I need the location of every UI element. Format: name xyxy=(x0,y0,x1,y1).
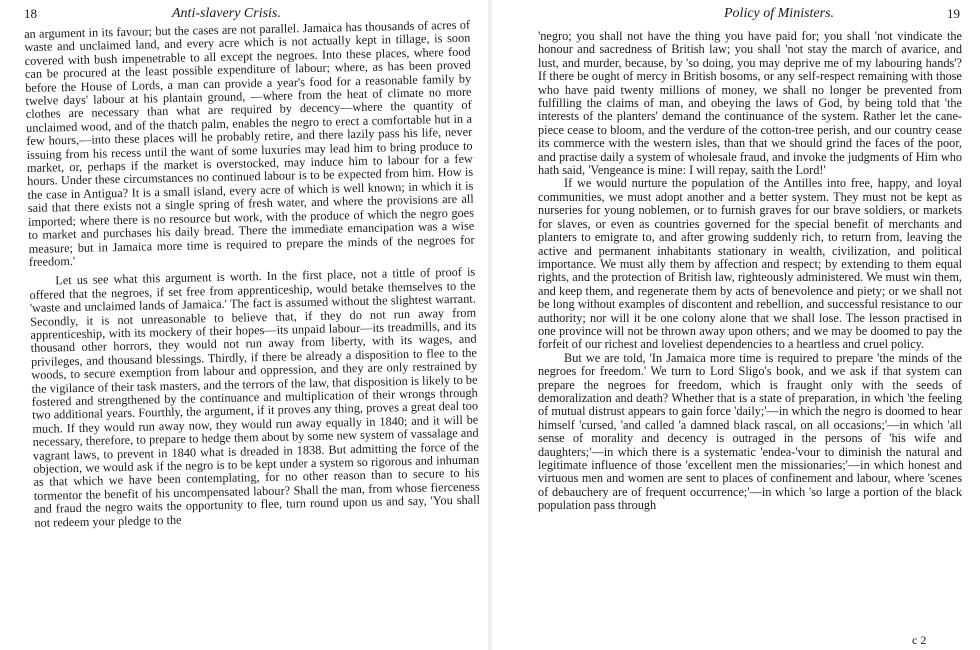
right-body-text xyxy=(538,30,962,513)
right-running-title: Policy of Ministers. xyxy=(724,6,835,21)
left-running-title: Anti-slavery Crisis. xyxy=(172,6,281,21)
right-running-head xyxy=(510,6,960,22)
signature-mark: c 2 xyxy=(912,633,927,647)
left-body-text xyxy=(24,19,480,530)
left-paragraph-2: Let us see what this argument is worth. In the first place, not a tittle of proof is offered that the negroes, if set free from apprenticeship, would betake themselves to the 'waste and unclaimed lands of Jamaica.' The fact is assumed without the slightest warrant. Secondly, it is not unreasonable to believe that, if they do not run away from apprenticeship, with its mockery of their hopes—its unpaid labour—its treadmills, and its thousand other horrors, they would not run away from liberty, with its wages, and privileges, and thousand blessings. Thirdly, if there be already a disposition to flee to the woods, to secure exemption from labour and oppression, and they are only restrained by the vigilance of their task masters, and the terrors of the law, that disposition is likely to be fostered and strengthened by the continuance and multiplication of their wrongs through two additional years. Fourthly, the argument, if it proves any thing, proves a great deal too much. If they would run away now, they would run away equally in 1840; and it will be necessary, therefore, to prepare to hedge them about by some new system of vassalage and vagrant laws, to prevent in 1840 what is dreaded in 1838. But admitting the force of the objection, we would ask if the negro is to be kept under a system so rigorous and inhuman as that which we have been contemplating, for no other reason than to secure to his tormentor the benefit of his uncompensated labour? Shall the man, from whose fierceness and fraud the negro waits the opportunity to flee, turn round upon us and say, 'You shall not redeem your pledge to the xyxy=(29,264,481,530)
right-paragraph-3: But we are told, 'In Jamaica more time is required to prepare 'the minds of the negroes for freedom.' We turn to Lord Sligo's book, and we ask if that system can prepare the negroes for freedom, which is fraught only with the seeds of demoralization and death? Whether that is a state of preparation, in which 'the feeling of mutual distrust appears to gain force 'daily;'—in which the negro is doomed to hear himself 'cursed, 'and called 'a damned black rascal, on all occasions;'—in which 'all sense of morality and decency is outraged in the persons of 'his wife and daughters;'—in which there is a systematic 'endea-'vour to diminish the natural and legitimate influence of those 'excellent men the missionaries;'—in which honest and virtuous men and women are sent to places of confinement and labour, where 'scenes of debauchery are of frequent occurrence;'—in which 'so large a portion of the black population pass through xyxy=(538,350,962,513)
right-page xyxy=(490,0,980,650)
left-page-number: 18 xyxy=(24,6,37,21)
right-paragraph-2: If we would nurture the population of the Antilles into free, happy, and loyal communities, we must adopt another and a better system. They must not be kept as nurseries for young noblemen, or to furnish graves for our brave soldiers, or markets for slaves, or even as countries governed for the special benefit of merchants and planters to emigrate to, and after growing suddenly rich, to return from, leaving the active and permanent inhabitants stationary in wealth, civilization, and political importance. We must ally them by affection and respect; by extending to them equal rights, and the protection of British law, righteously administered. We must win them, and keep them, and regenerate them by acts of benevolence and piety; or we shall not be long without examples of discontent and rebellion, and successful resistance to our authority; nor will it be one colony alone that we shall lose. The lesson practised in one province will not be thrown away upon others; and we may be doomed to pay the forfeit of our richest and loveliest dependencies to a heartless and cruel policy. xyxy=(538,176,962,352)
right-paragraph-1: 'negro; you shall not have the thing you have paid for; you shall 'not vindicate the honour and sacredness of British law; you shall 'not stay the march of avarice, and lust, and murder, because, by 'so doing, you may deprive me of my labouring hands'? If there be ought of mercy in British bosoms, or any self-respect remaining with those who have paid twenty millions of money, we shall no longer be prevented from fulfilling the claims of man, and obeying the laws of God, by being told that 'the interests of the planters' demand the continuance of the system. Rather let the cane-piece cease to bloom, and the verdure of the cotton-tree perish, and our country cease its commerce with the western isles, than that we should grind the faces of the poor, and practise daily a system of wholesale fraud, and invoke the judgments of Him who hath said, 'Vengeance is mine: I will repay, saith the Lord!' xyxy=(538,29,962,178)
right-page-number: 19 xyxy=(947,6,960,21)
left-paragraph-1: an argument in its favour; but the cases are not parallel. Jamaica has thousands of acres of waste and unclaimed land, and every acre which is not actually kept in tillage, is soon covered with bush impenetrable to all except the negroes. Into these places, where food can be procured at the least possible expenditure of labour; where, as has been proved before the House of Lords, a man can provide a year's food for a reasonable family by twelve days' labour at his plantain ground, —where from the heat of climate no more clothes are necessary than what are required by decency—where the quantity of unclaimed wood, and of the thatch palm, enables the negro to erect a comfortable hut in a few hours,—into these places will he probably retire, and there lazily pass his life, never issuing from his recess until the want of some luxuries may lead him to bring produce to market, or, perhaps if the market is overstocked, may induce him to labour for a few hours. Under these circumstances no continued labour is to be expected from him. How is the case in Antigua? It is a small island, every acre of which is well known; in which it is said that there exists not a single spring of fresh water, and where the provisions are all imported; where there is no resource but work, with the produce of which the negro goes to market and purchases his daily bread. There the immediate emancipation was a wise measure; but in Jamaica more time is required to prepare the minds of the negroes for freedom.' xyxy=(23,17,475,269)
